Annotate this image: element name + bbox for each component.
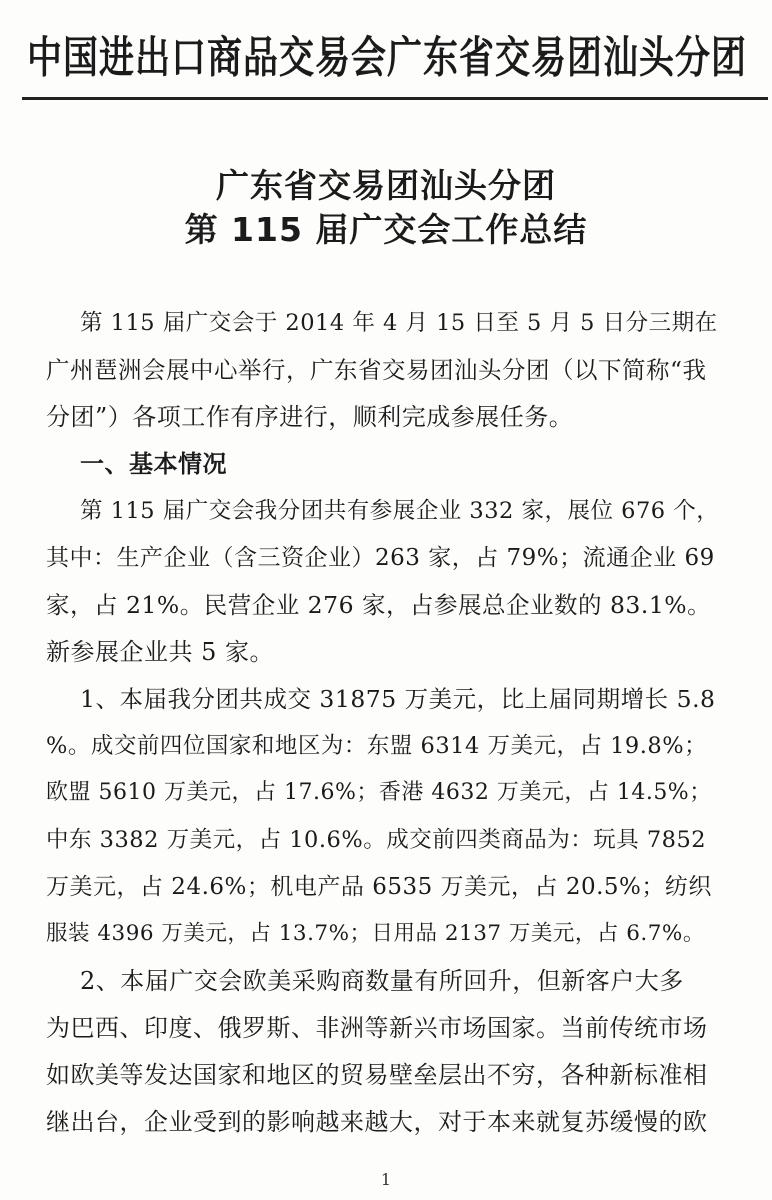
intro-line: 第 115 届广交会于 2014 年 4 月 15 日至 5 月 5 日分三期在 [80, 310, 718, 336]
page-number: 1 [380, 1170, 392, 1189]
document-title-line-2: 第 115 届广交会工作总结 [184, 210, 588, 249]
document-title-line-1: 广东省交易团汕头分团 [216, 166, 556, 205]
intro-line: 广州琶洲会展中心举行，广东省交易团汕头分团（以下简称“我 [46, 356, 707, 384]
paragraph-line: 家，占 21%。民营企业 276 家，占参展总企业数的 83.1%。 [46, 591, 712, 619]
paragraph-line: 万美元，占 24.6%；机电产品 6535 万美元，占 20.5%；纺织 [46, 874, 712, 900]
paragraph-line: 为巴西、印度、俄罗斯、非洲等新兴市场国家。当前传统市场 [46, 1014, 708, 1042]
paragraph-line: 其中：生产企业（含三资企业）263 家，占 79%；流通企业 69 [46, 545, 715, 571]
paragraph-line: 欧盟 5610 万美元，占 17.6%；香港 4632 万美元，占 14.5%； [46, 780, 712, 805]
letterhead [24, 18, 750, 92]
paragraph-line: 服装 4396 万美元，占 13.7%；日用品 2137 万美元，占 6.7%。 [46, 921, 705, 946]
letterhead-title: 中国进出口商品交易会广东省交易团汕头分团 [26, 33, 747, 84]
paragraph-line: 第 115 届广交会我分团共有参展企业 332 家，展位 676 个， [80, 498, 720, 524]
paragraph-line: 中东 3382 万美元，占 10.6%。成交前四类商品为：玩具 7852 [46, 827, 707, 853]
letterhead-rule [22, 97, 768, 100]
section-heading: 一、基本情况 [80, 450, 227, 478]
intro-line: 分团”）各项工作有序进行，顺利完成参展任务。 [46, 403, 574, 431]
paragraph-line: 新参展企业共 5 家。 [46, 638, 275, 666]
paragraph-line: 继出台，企业受到的影响越来越大，对于本来就复苏缓慢的欧 [46, 1108, 708, 1136]
paragraph-line: 1、本届我分团共成交 31875 万美元，比上届同期增长 5.8 [80, 685, 716, 713]
paragraph-line: %。成交前四位国家和地区为：东盟 6314 万美元，占 19.8%； [46, 733, 708, 759]
paragraph-line: 如欧美等发达国家和地区的贸易壁垒层出不穷，各种新标准相 [46, 1061, 708, 1089]
paragraph-line: 2、本届广交会欧美采购商数量有所回升，但新客户大多 [80, 967, 684, 995]
